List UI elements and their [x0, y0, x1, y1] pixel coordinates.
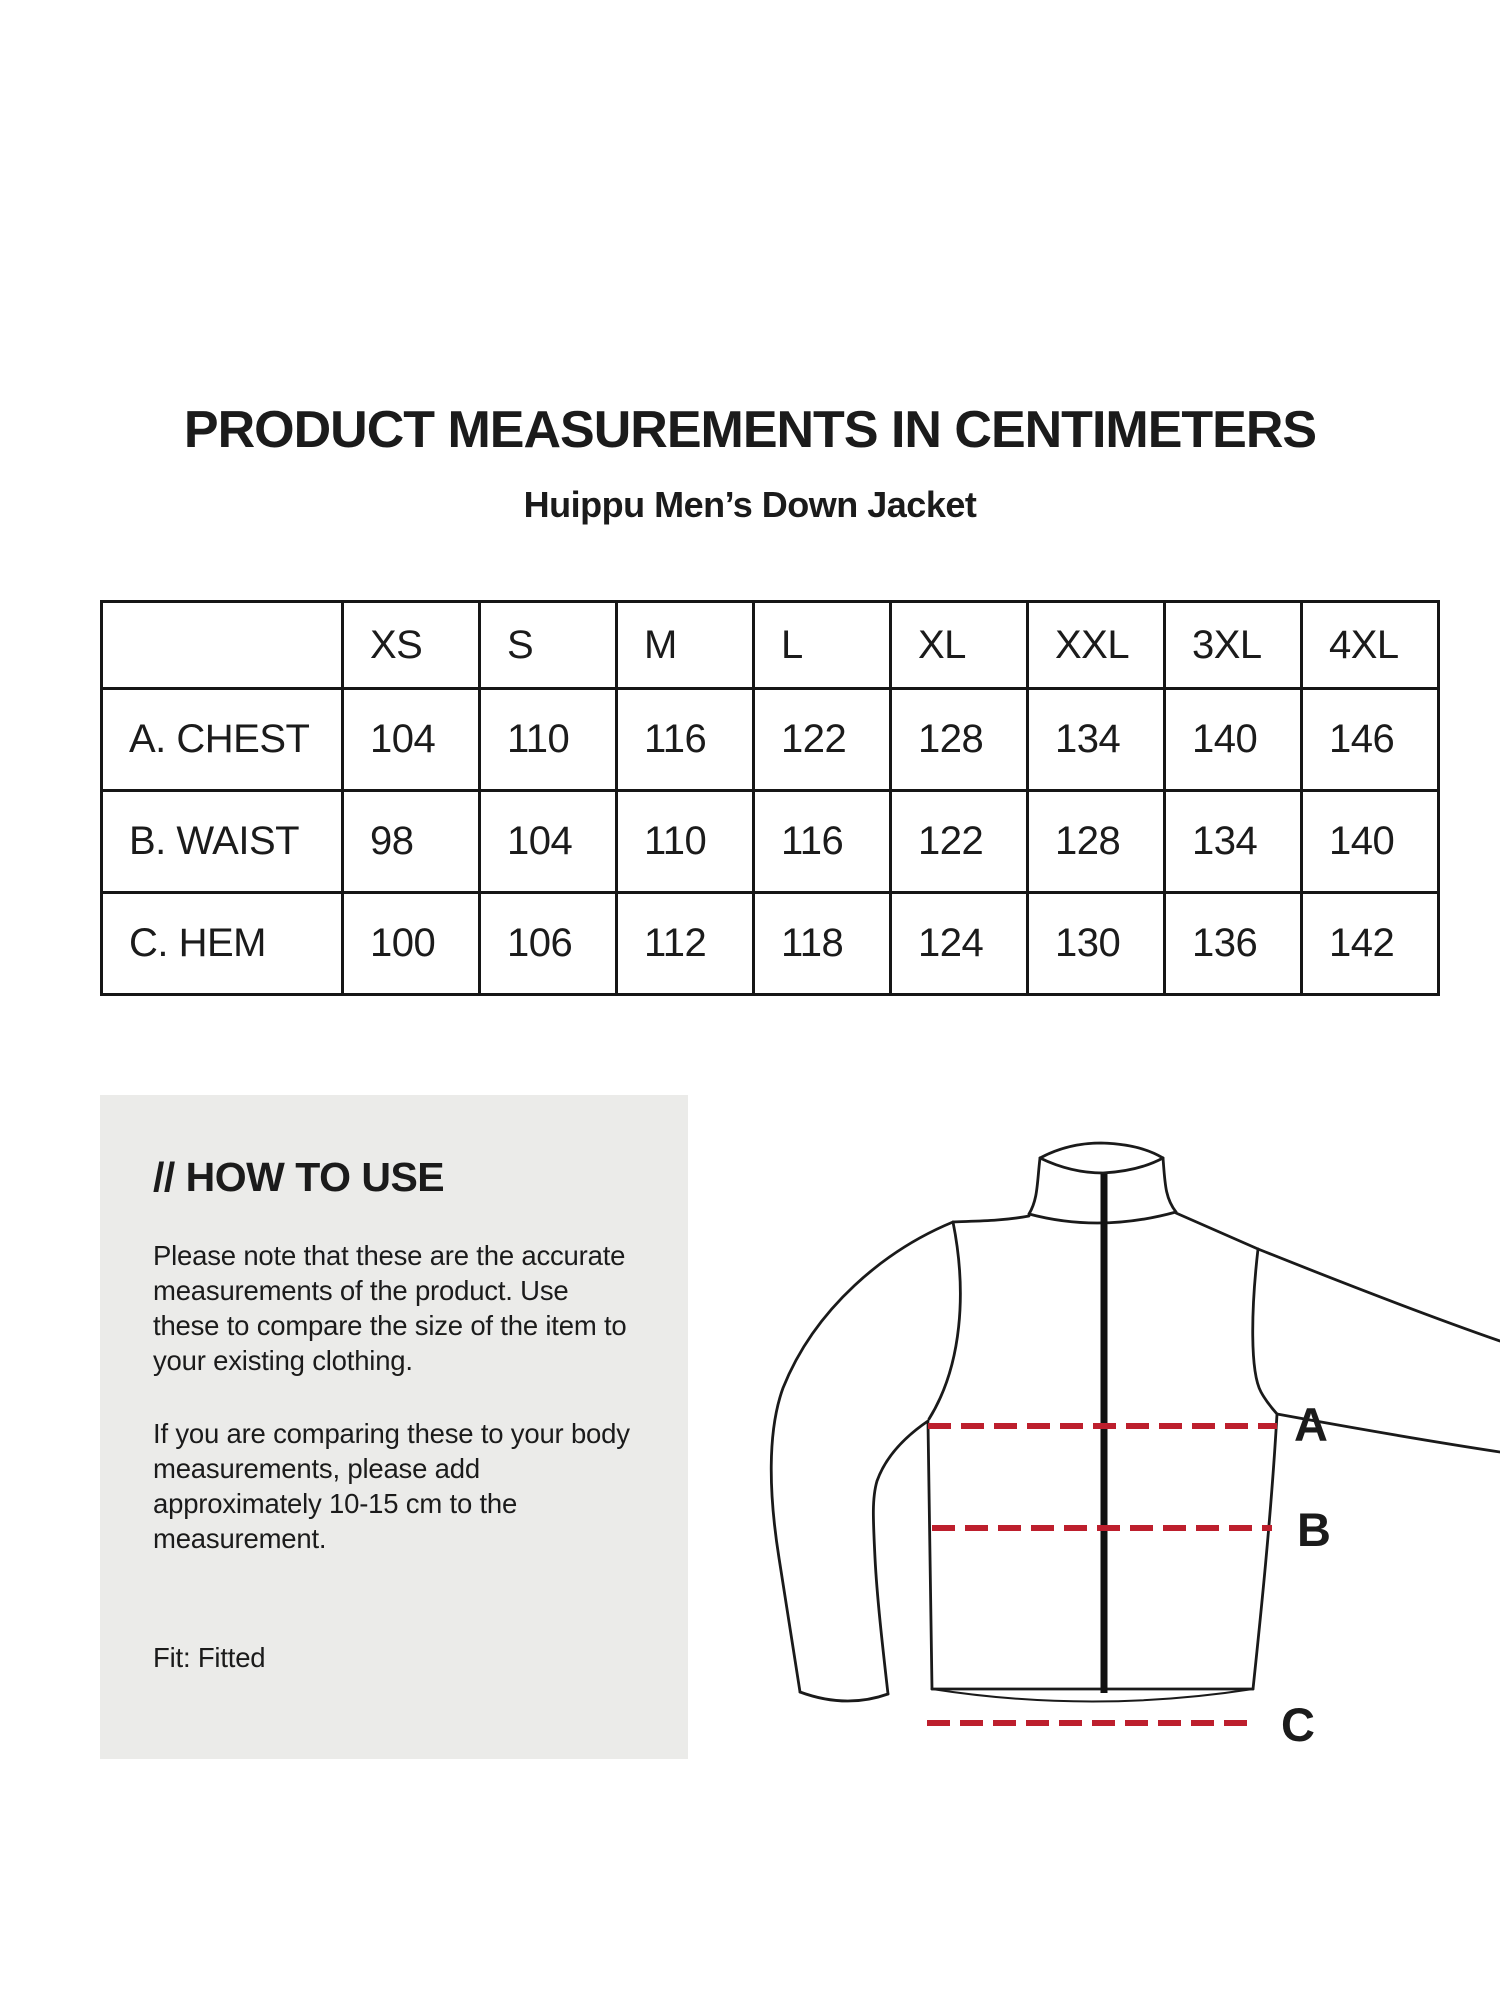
table-cell: 146: [1302, 689, 1439, 791]
body-right-line: [1253, 1414, 1277, 1689]
table-cell: 104: [480, 791, 617, 893]
table-header-cell: L: [754, 602, 891, 689]
table-cell: 140: [1165, 689, 1302, 791]
table-cell: 118: [754, 893, 891, 995]
table-cell: 128: [891, 689, 1028, 791]
table-cell: 128: [1028, 791, 1165, 893]
product-name-subtitle: Huippu Men’s Down Jacket: [523, 484, 977, 525]
how-to-use-box: [100, 1095, 688, 1759]
table-cell: 116: [617, 689, 754, 791]
collar-top-back-line: [1040, 1143, 1163, 1158]
table-cell: 122: [891, 791, 1028, 893]
table-cell: 140: [1302, 791, 1439, 893]
table-cell: 130: [1028, 893, 1165, 995]
table-corner-cell: [102, 602, 343, 689]
right-sleeve-top-line: [1258, 1249, 1500, 1341]
table-row-label: C. HEM: [102, 893, 343, 995]
body-left-line: [928, 1423, 932, 1689]
table-row: [102, 689, 1439, 791]
fit-note: Fit: Fitted: [153, 1642, 266, 1674]
measure-label-b: B: [1297, 1503, 1331, 1556]
table-header-row: [102, 602, 1439, 689]
table-cell: 98: [343, 791, 480, 893]
measure-label-a: A: [1294, 1398, 1328, 1451]
table-header-cell: XXL: [1028, 602, 1165, 689]
table-row-label: B. WAIST: [102, 791, 343, 893]
collar-top-front-line: [1040, 1158, 1163, 1173]
table-header-cell: 4XL: [1302, 602, 1439, 689]
table-cell: 142: [1302, 893, 1439, 995]
left-cuff-line: [800, 1692, 888, 1701]
collar-right-line: [1163, 1158, 1176, 1212]
table-cell: 110: [480, 689, 617, 791]
table-cell: 134: [1028, 689, 1165, 791]
left-sleeve-inner-line: [873, 1421, 928, 1694]
page-title: PRODUCT MEASUREMENTS IN CENTIMETERS: [183, 401, 1317, 459]
jacket-outline: [771, 1143, 1500, 1702]
table-row-label: A. CHEST: [102, 689, 343, 791]
left-sleeve-outer-line: [771, 1222, 953, 1692]
table-cell: 112: [617, 893, 754, 995]
right-shoulder-line: [1176, 1213, 1258, 1249]
left-shoulder-line: [953, 1216, 1029, 1222]
table-header-cell: XS: [343, 602, 480, 689]
how-to-use-paragraph-1: Please note that these are the accurate measurements of the product. Use these to compare the size of the item to your existing clothing.: [153, 1240, 627, 1377]
table-header-cell: 3XL: [1165, 602, 1302, 689]
size-table: [100, 600, 1440, 996]
table-row: [102, 893, 1439, 995]
hem-curve-line: [932, 1689, 1253, 1702]
table-cell: 122: [754, 689, 891, 791]
table-cell: 104: [343, 689, 480, 791]
table-cell: 110: [617, 791, 754, 893]
left-armhole-line: [929, 1222, 960, 1419]
table-header-cell: M: [617, 602, 754, 689]
jacket-measurement-diagram: [700, 1080, 1500, 1780]
right-armhole-line: [1253, 1249, 1277, 1414]
table-cell: 106: [480, 893, 617, 995]
how-to-use-heading: // HOW TO USE: [153, 1154, 445, 1200]
table-cell: 100: [343, 893, 480, 995]
how-to-use-paragraph-2: If you are comparing these to your body measurements, please add approximately 10-15 cm to the measurement.: [153, 1418, 630, 1555]
table-cell: 116: [754, 791, 891, 893]
table-cell: 134: [1165, 791, 1302, 893]
table-row: [102, 791, 1439, 893]
table-cell: 124: [891, 893, 1028, 995]
measure-label-c: C: [1281, 1698, 1315, 1751]
table-header-cell: XL: [891, 602, 1028, 689]
collar-left-line: [1029, 1158, 1040, 1214]
table-header-cell: S: [480, 602, 617, 689]
table-cell: 136: [1165, 893, 1302, 995]
